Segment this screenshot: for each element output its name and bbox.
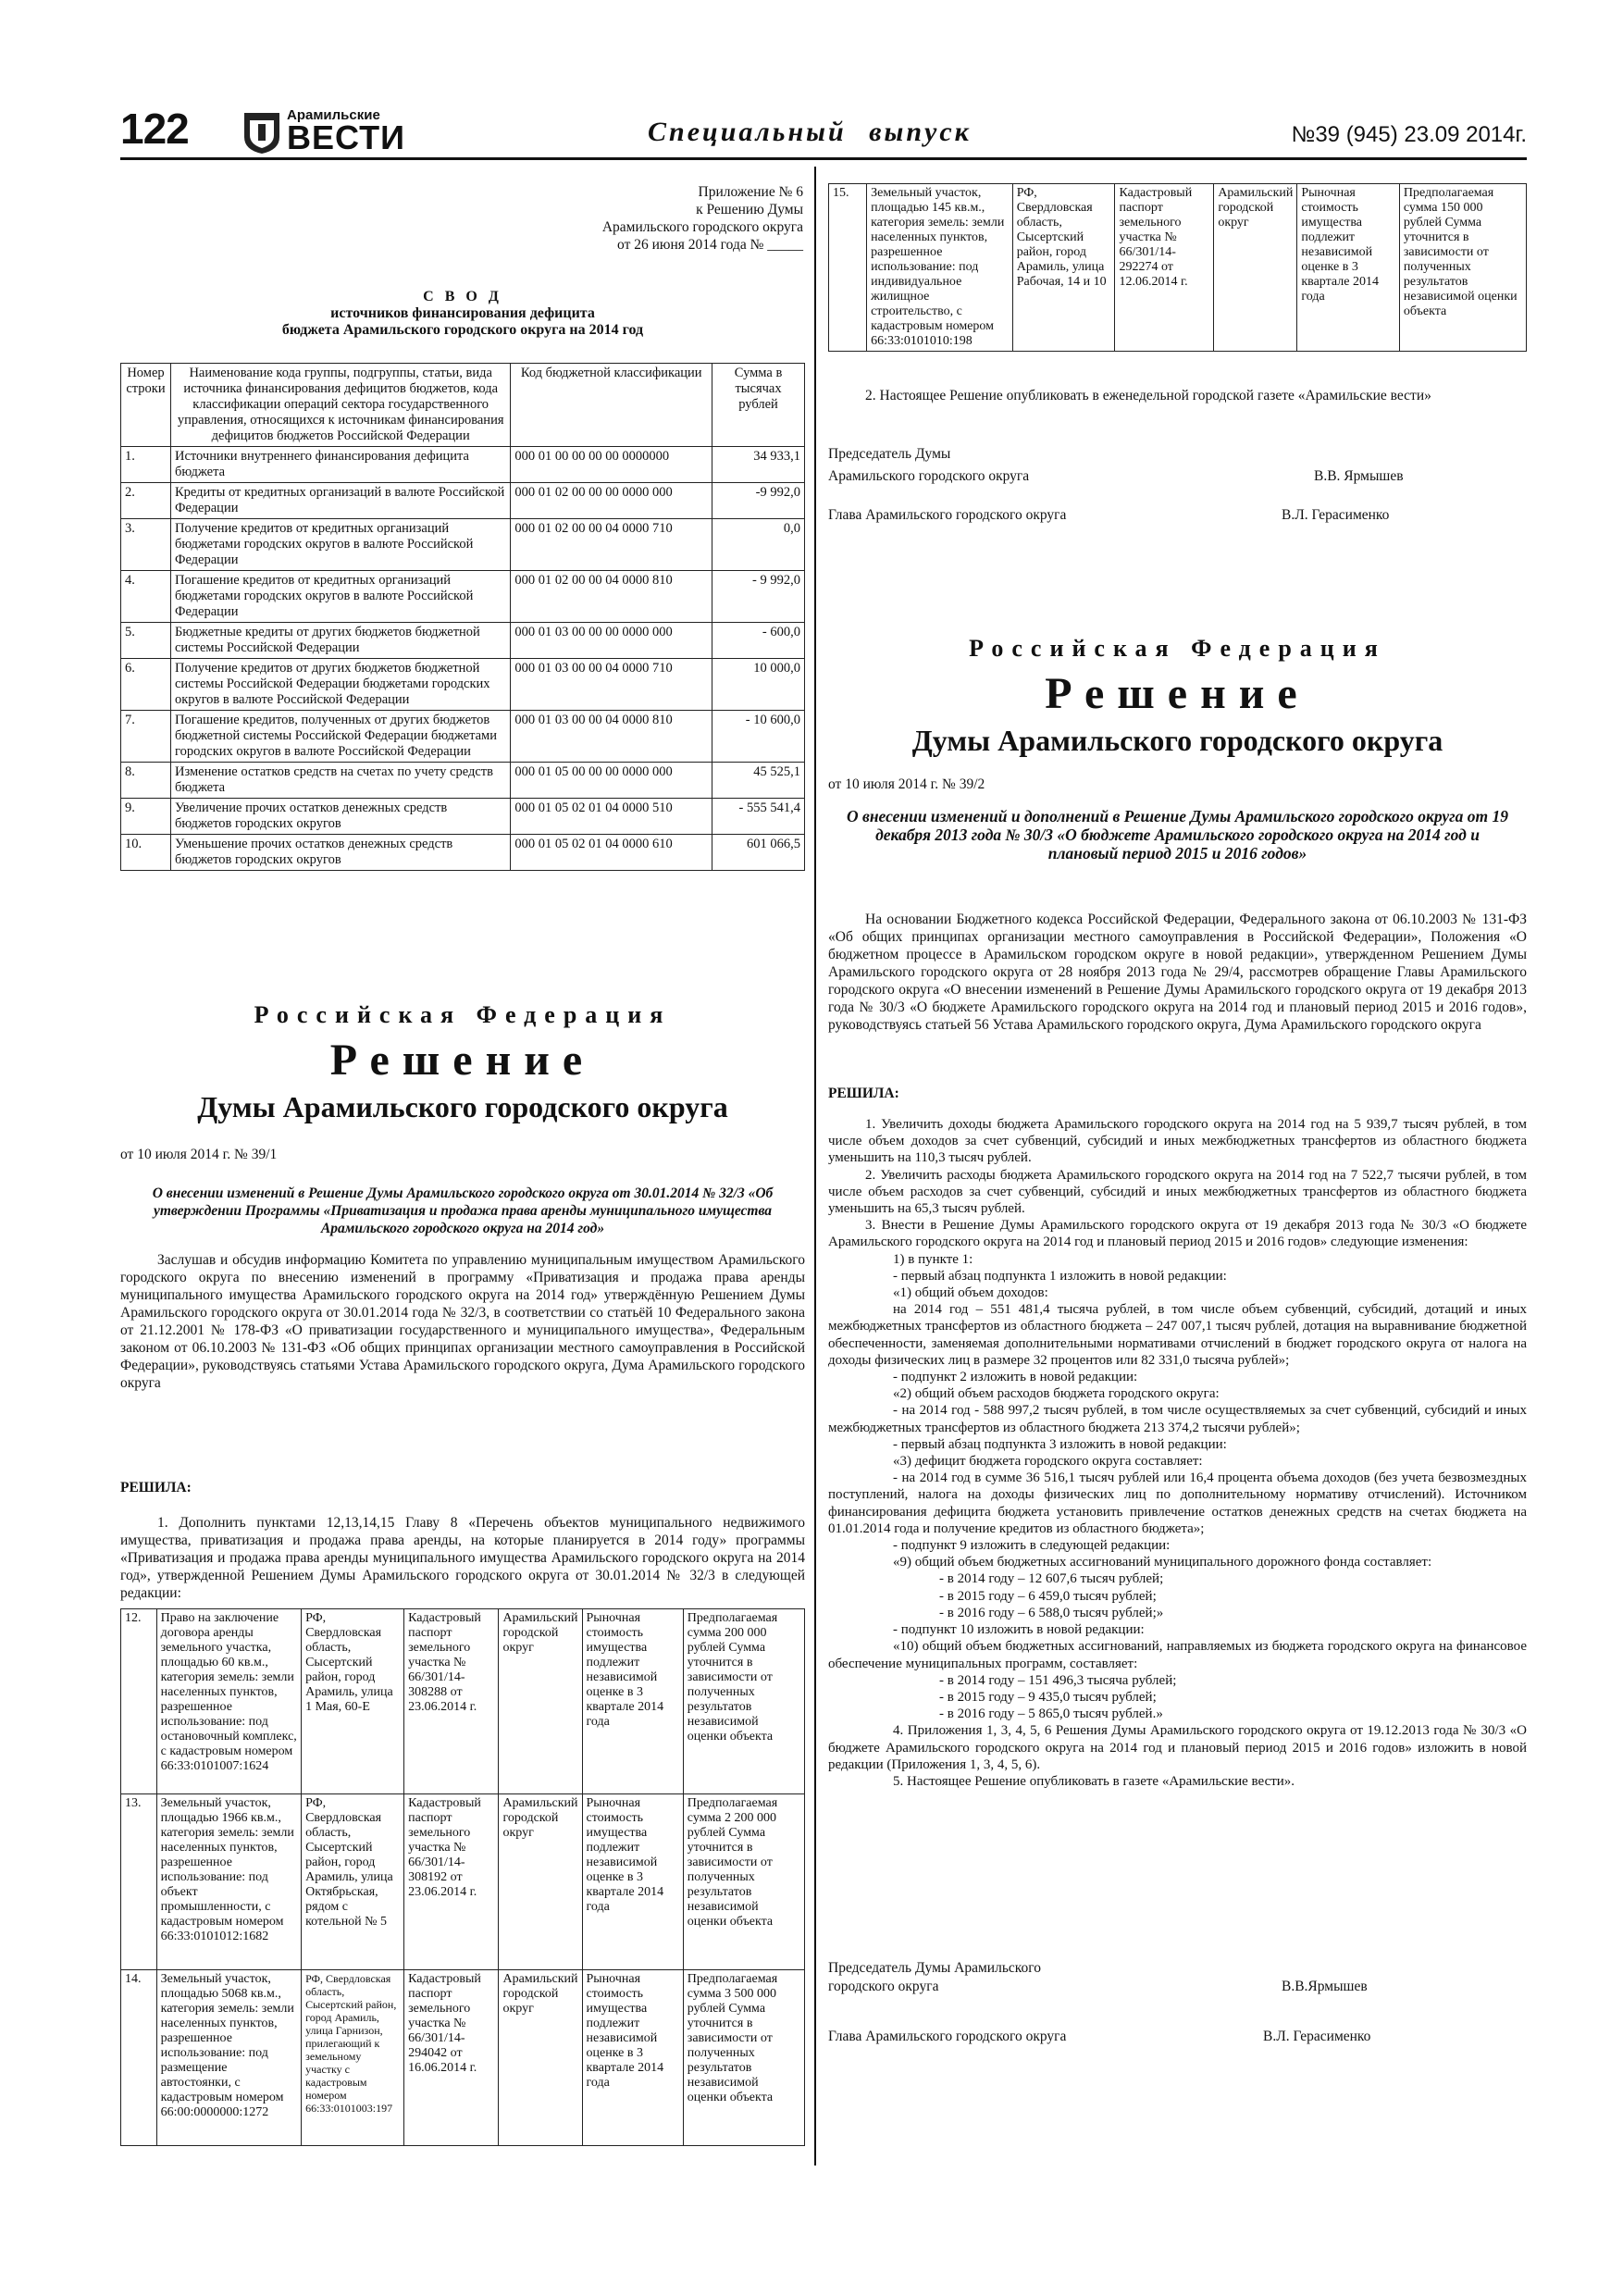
- table-row: [121, 1609, 805, 1794]
- row-sum: 34 933,1: [712, 447, 805, 483]
- decision1-date: от 10 июля 2014 г. № 39/1: [120, 1147, 278, 1162]
- object-description: Право на заключение договора аренды земельного участка, площадью 60 кв.м., категория земель: земли населенных пунктов, разрешенное использование: под остановочный комплекс, с кадастровым номером 66:33:0101007:1624: [156, 1609, 301, 1794]
- table-row: [121, 447, 805, 483]
- row-name: Погашение кредитов от кредитных организаций бюджетами городских округов в валюте Российской Федерации: [170, 571, 510, 623]
- signature-title: городского округа: [828, 1979, 939, 1994]
- row-code: 000 01 05 02 01 04 0000 510: [511, 799, 712, 835]
- row-name: Получение кредитов от других бюджетов бюджетной системы Российской Федерации бюджетами городских округов в валюте Российской Федерации: [170, 659, 510, 711]
- object-price: Предполагаемая сумма 200 000 рублей Сумма уточнится в зависимости от полученных результатов независимой оценки объекта: [683, 1609, 804, 1794]
- body-paragraph: - в 2014 году – 12 607,6 тысяч рублей;: [939, 1571, 1164, 1587]
- row-number: 9.: [121, 799, 171, 835]
- row-code: 000 01 02 00 00 04 0000 810: [511, 571, 712, 623]
- appendix-line: к Решению Думы: [696, 202, 803, 217]
- logo-small-text: Арамильские: [287, 107, 380, 123]
- row-number: 1.: [121, 447, 171, 483]
- row-number: 10.: [121, 835, 171, 871]
- decision2-federation: Российская Федерация: [969, 635, 1386, 662]
- body-paragraph: 1) в пункте 1:: [893, 1251, 973, 1267]
- row-number: 5.: [121, 623, 171, 659]
- table-header-row: [121, 364, 805, 447]
- body-paragraph: 4. Приложения 1, 3, 4, 5, 6 Решения Думы Арамильского городского округа от 19.12.2013 года № 30/3 «О бюджете Арамильского городского округа на 2014 год и плановый период 2015 и 2016 годов» изложить в новой редакции (Приложения 1, 3, 4, 5, 6).: [828, 1723, 1527, 1772]
- body-paragraph: «10) общий объем бюджетных ассигнований, направляемых из бюджета городского округа на финансовое обеспечение муниципальных программ, составляет:: [828, 1639, 1527, 1671]
- decision2-preamble: [828, 911, 1527, 1034]
- body-paragraph: 2. Увеличить расходы бюджета Арамильского городского округа на 2014 год на 7 522,7 тысячи рублей, в том числе объем расходов за счет субвенций, субсидий и иных межбюджетных трансфертов из областного бюджета уменьшить на 65,3 тысяч рублей.: [828, 1167, 1527, 1217]
- table-row: [121, 483, 805, 519]
- object-description: Земельный участок, площадью 1966 кв.м., категория земель: земли населенных пунктов, разрешенное использование: под объект промышленности, с кадастровым номером 66:33:0101012:1682: [156, 1794, 301, 1970]
- object-price: Предполагаемая сумма 3 500 000 рублей Сумма уточнится в зависимости от полученных результатов независимой оценки объекта: [683, 1970, 804, 2146]
- appendix-line: Приложение № 6: [698, 184, 803, 200]
- appendix-line: Арамильского городского округа: [601, 219, 803, 235]
- table-row: [121, 763, 805, 799]
- body-paragraph: «3) дефицит бюджета городского округа составляет:: [893, 1454, 1203, 1470]
- masthead-rule: [120, 157, 1527, 160]
- object-description: Земельный участок, площадью 145 кв.м., категория земель: земли населенных пунктов, разрешенное использование: под индивидуальное жилищное строительство, с кадастровым номером 66:33:0101010:198: [867, 184, 1013, 352]
- object-owner: Арамильский городской округ: [499, 1794, 582, 1970]
- body-paragraph: - в 2014 году – 151 496,3 тысяча рублей;: [939, 1672, 1177, 1688]
- body-paragraph: - в 2016 году – 6 588,0 тысяч рублей;»: [939, 1605, 1164, 1620]
- decision2-body: [828, 1116, 1527, 1790]
- object-address: РФ, Свердловская область, Сысертский район, город Арамиль, улица Рабочая, 14 и 10: [1012, 184, 1115, 352]
- object-valuation: Рыночная стоимость имущества подлежит независимой оценке в 3 квартале 2014 года: [1297, 184, 1399, 352]
- table-row: [121, 1970, 805, 2146]
- row-sum: 601 066,5: [712, 835, 805, 871]
- decision2-duma: Думы Арамильского городского округа: [911, 724, 1443, 757]
- row-code: 000 01 03 00 00 04 0000 710: [511, 659, 712, 711]
- object-valuation: Рыночная стоимость имущества подлежит независимой оценке в 3 квартале 2014 года: [582, 1970, 683, 2146]
- body-paragraph: - в 2016 году – 5 865,0 тысяч рублей.»: [939, 1706, 1163, 1722]
- object-price: Предполагаемая сумма 150 000 рублей Сумма уточнится в зависимости от полученных результатов независимой оценки объекта: [1399, 184, 1526, 352]
- body-paragraph: - в 2015 году – 9 435,0 тысяч рублей;: [939, 1689, 1157, 1705]
- row-number: 7.: [121, 711, 171, 763]
- decision1-title: Решение: [329, 1036, 596, 1085]
- row-sum: - 10 600,0: [712, 711, 805, 763]
- issue-title: Специальный выпуск: [648, 117, 972, 147]
- city-emblem-icon: [241, 109, 283, 155]
- column-header: Код бюджетной классификации: [511, 364, 712, 447]
- row-sum: 10 000,0: [712, 659, 805, 711]
- body-paragraph: - в 2015 году – 6 459,0 тысяч рублей;: [939, 1588, 1157, 1604]
- body-paragraph: - подпункт 9 изложить в следующей редакции:: [893, 1538, 1171, 1554]
- row-code: 000 01 05 02 01 04 0000 610: [511, 835, 712, 871]
- object-number: 15.: [829, 184, 867, 352]
- objects-table-continued: [828, 183, 1527, 352]
- svod-heading: [120, 289, 805, 339]
- issue-number: №39 (945) 23.09 2014г.: [1291, 122, 1527, 147]
- body-paragraph: «1) общий объем доходов:: [893, 1285, 1048, 1301]
- body-paragraph: «9) общий объем бюджетных ассигнований муниципального дорожного фонда составляет:: [893, 1555, 1432, 1570]
- svod-table: [120, 363, 805, 871]
- signature-title: Глава Арамильского городского округа: [828, 2029, 1067, 2044]
- object-number: 12.: [121, 1609, 157, 1794]
- row-name: Источники внутреннего финансирования дефицита бюджета: [170, 447, 510, 483]
- object-number: 14.: [121, 1970, 157, 2146]
- row-name: Кредиты от кредитных организаций в валюте Российской Федерации: [170, 483, 510, 519]
- decision2-date: от 10 июля 2014 г. № 39/2: [828, 776, 985, 792]
- decision2-subject: О внесении изменений и дополнений в Решение Думы Арамильского городского округа от 19 декабря 2013 года № 30/3 «О бюджете Арамильского городского округа на 2014 год и плановый период 2015 и 2016 годов»: [846, 807, 1509, 863]
- signature-title: Арамильского городского округа: [828, 468, 1030, 484]
- signature-name: В.В. Ярмышев: [1314, 468, 1404, 484]
- row-name: Бюджетные кредиты от других бюджетов бюджетной системы Российской Федерации: [170, 623, 510, 659]
- row-sum: 45 525,1: [712, 763, 805, 799]
- signature-title: Председатель Думы Арамильского: [828, 1960, 1041, 1976]
- column-header: Сумма в тысячах рублей: [712, 364, 805, 447]
- object-owner: Арамильский городской округ: [499, 1609, 582, 1794]
- table-row: [121, 519, 805, 571]
- object-address: РФ, Свердловская область, Сысертский район, город Арамиль, улица Гарнизон, прилегающий к земельному участку с кадастровым номером 66:33:0101003:197: [302, 1970, 404, 2146]
- table-row: [121, 659, 805, 711]
- table-row: [121, 623, 805, 659]
- decision1-resolved: РЕШИЛА:: [120, 1480, 192, 1496]
- row-sum: -9 992,0: [712, 483, 805, 519]
- body-paragraph: 5. Настоящее Решение опубликовать в газете «Арамильские вести».: [893, 1773, 1295, 1789]
- object-description: Земельный участок, площадью 5068 кв.м., категория земель: земли населенных пунктов, разрешенное использование: под размещение автостоянки, с кадастровым номером 66:00:0000000:1272: [156, 1970, 301, 2146]
- object-valuation: Рыночная стоимость имущества подлежит независимой оценке в 3 квартале 2014 года: [582, 1794, 683, 1970]
- table-row: [121, 799, 805, 835]
- column-header: Наименование кода группы, подгруппы, статьи, вида источника финансирования дефицитов бюджетов, кода классификации операций сектора государственного управления, относящихся к источникам финансирования дефицитов бюджетов Российской Федерации: [170, 364, 510, 447]
- table-row: [121, 1794, 805, 1970]
- signature-title: Глава Арамильского городского округа: [828, 507, 1067, 523]
- row-name: Уменьшение прочих остатков денежных средств бюджетов городских округов: [170, 835, 510, 871]
- page-number: 122: [120, 105, 189, 153]
- object-passport: Кадастровый паспорт земельного участка № 66/301/14-308288 от 23.06.2014 г.: [404, 1609, 499, 1794]
- row-name: Изменение остатков средств на счетах по учету средств бюджета: [170, 763, 510, 799]
- row-code: 000 01 05 00 00 00 0000 000: [511, 763, 712, 799]
- body-paragraph: на 2014 год – 551 481,4 тысяча рублей, в том числе объем субвенций, субсидий, дотаций и иных межбюджетных трансфертов из областного бюджета – 247 007,1 тысяч рублей, дотация на выравнивание бюджетной обеспеченности, заменяемая дополнительными нормативами отчислений в бюджет городского округа от налога на доходы физических лиц в размере 32 процентов или 82 331,0 тысяча рублей»;: [828, 1302, 1527, 1368]
- row-number: 6.: [121, 659, 171, 711]
- signature-title: Председатель Думы: [828, 446, 951, 462]
- row-code: 000 01 03 00 00 00 0000 000: [511, 623, 712, 659]
- signature-name: В.Л. Герасименко: [1282, 507, 1390, 523]
- decision1-subject: О внесении изменений в Решение Думы Арамильского городского округа от 30.01.2014 № 32/3 «Об утверждении Программы «Приватизация и продажа права аренды муниципального имущества Арамильского городского округа на 2014 год»: [152, 1185, 774, 1236]
- object-address: РФ, Свердловская область, Сысертский район, город Арамиль, улица 1 Мая, 60-Е: [302, 1609, 404, 1794]
- decision1-signatures: [828, 446, 1527, 539]
- row-name: Получение кредитов от кредитных организаций бюджетами городских округов в валюте Российской Федерации: [170, 519, 510, 571]
- item-paragraph: 2. Настоящее Решение опубликовать в еженедельной городской газете «Арамильские вести»: [865, 388, 1431, 403]
- decision1-item2: [828, 387, 1527, 404]
- row-number: 2.: [121, 483, 171, 519]
- body-paragraph: «2) общий объем расходов бюджета городского округа:: [893, 1386, 1220, 1402]
- row-name: Погашение кредитов, полученных от других бюджетов бюджетной системы Российской Федерации бюджетами городских округов в валюте Российской Федерации: [170, 711, 510, 763]
- body-paragraph: - подпункт 2 изложить в новой редакции:: [893, 1370, 1138, 1385]
- appendix-header: [518, 183, 803, 254]
- objects-table: [120, 1608, 805, 2146]
- row-name: Увеличение прочих остатков денежных средств бюджетов городских округов: [170, 799, 510, 835]
- body-paragraph: - на 2014 год в сумме 36 516,1 тысяч рублей или 16,4 процента объема доходов (без учета безвозмездных поступлений, налога на доходы физических лиц по дополнительному нормативу отчислений). Источником финансирования дефицита бюджета установить привлечение остатков денежных средств на счетах бюджета на 01.01.2014 года и получение кредитов из областного бюджета»;: [828, 1471, 1527, 1536]
- decision1-duma: Думы Арамильского городского округа: [197, 1090, 728, 1123]
- object-passport: Кадастровый паспорт земельного участка № 66/301/14-308192 от 23.06.2014 г.: [404, 1794, 499, 1970]
- column-divider: [814, 167, 816, 2166]
- body-paragraph: - на 2014 год - 588 997,2 тысяч рублей, в том числе осуществляемых за счет субвенций, субсидий и иных межбюджетных трансфертов из областного бюджета 213 374,2 тысячи рублей»;: [828, 1403, 1527, 1435]
- signature-name: В.В.Ярмышев: [1282, 1979, 1368, 1994]
- row-sum: 0,0: [712, 519, 805, 571]
- body-paragraph: - подпункт 10 изложить в новой редакции:: [893, 1622, 1145, 1638]
- masthead: [120, 104, 1527, 159]
- signature-name: В.Л. Герасименко: [1263, 2029, 1371, 2044]
- table-row: [121, 835, 805, 871]
- table-row: [121, 711, 805, 763]
- logo-big-text: ВЕСТИ: [287, 118, 405, 156]
- object-valuation: Рыночная стоимость имущества подлежит независимой оценке в 3 квартале 2014 года: [582, 1609, 683, 1794]
- object-passport: Кадастровый паспорт земельного участка № 66/301/14-294042 от 16.06.2014 г.: [404, 1970, 499, 2146]
- row-code: 000 01 03 00 00 04 0000 810: [511, 711, 712, 763]
- preamble-paragraph: На основании Бюджетного кодекса Российской Федерации, Федерального закона от 06.10.2003 № 131-ФЗ «Об общих принципах организации местного самоуправления в Российской Федерации», Положения «О бюджетном процессе в Арамильском городском округе в новой редакции», утвержденном Решением Думы Арамильского городского округа от 28 ноября 2013 года № 29/4, рассмотрев обращение Главы Арамильского городского округа «О внесении изменений в Решение Думы Арамильского городского округа от 19 декабря 2013 года № 30/3 «О бюджете Арамильского городского округа на 2014 год и плановый период 2015 и 2016 годов», руководствуясь статьей 56 Устава Арамильского городского округа, Дума Арамильского городского округа: [828, 912, 1527, 1033]
- row-code: 000 01 00 00 00 00 0000000: [511, 447, 712, 483]
- appendix-line: от 26 июня 2014 года № _____: [617, 237, 803, 253]
- body-paragraph: - первый абзац подпункта 1 изложить в новой редакции:: [893, 1268, 1227, 1284]
- row-number: 4.: [121, 571, 171, 623]
- object-address: РФ, Свердловская область, Сысертский район, город Арамиль, улица Октябрьская, рядом с котельной № 5: [302, 1794, 404, 1970]
- row-code: 000 01 02 00 00 00 0000 000: [511, 483, 712, 519]
- item-paragraph: 1. Дополнить пунктами 12,13,14,15 Главу 8 «Перечень объектов муниципального недвижимого имущества, приватизация и продажа права аренды, на которые планируется в 2014 году» программы «Приватизация и продажа права аренды муниципального имущества Арамильского городского округа на 2014 год», утвержденной Решением Думы Арамильского городского округа от 30.01.2014 № 32/3 в следующей редакции:: [120, 1515, 805, 1601]
- svod-title: С В О Д: [423, 289, 502, 304]
- row-number: 3.: [121, 519, 171, 571]
- body-paragraph: - первый абзац подпункта 3 изложить в новой редакции:: [893, 1436, 1227, 1452]
- table-row: [829, 184, 1527, 352]
- object-passport: Кадастровый паспорт земельного участка № 66/301/14-292274 от 12.06.2014 г.: [1115, 184, 1214, 352]
- row-number: 8.: [121, 763, 171, 799]
- preamble-paragraph: Заслушав и обсудив информацию Комитета по управлению муниципальным имуществом Арамильского городского округа по внесению изменений в программу «Приватизация и продажа права аренды муниципального имущества Арамильского городского округа на 2014 год» утверждённую Решением Думы Арамильского городского округа от 30.01.2014 года № 32/3, в соответствии со статьёй 10 Федерального закона от 21.12.2001 № 178-ФЗ «О приватизации государственного и муниципального имущества», Федеральным законом от 06.10.2003 № 131-ФЗ «Об общих принципах организации местного самоуправления в Российской Федерации», руководствуясь статьями Устава Арамильского городского округа, Дума Арамильского городского округа: [120, 1252, 805, 1391]
- row-code: 000 01 02 00 00 04 0000 710: [511, 519, 712, 571]
- body-paragraph: 1. Увеличить доходы бюджета Арамильского городского округа на 2014 год на 5 939,7 тысяч рублей, в том числе объем доходов за счет субвенций, субсидий и иных межбюджетных трансфертов из областного бюджета уменьшить на 110,3 тысяч рублей.: [828, 1117, 1527, 1166]
- table-row: [121, 571, 805, 623]
- object-owner: Арамильский городской округ: [499, 1970, 582, 2146]
- row-sum: - 555 541,4: [712, 799, 805, 835]
- svod-subtitle: источников финансирования дефицита: [330, 305, 595, 321]
- decision2-resolved: РЕШИЛА:: [828, 1086, 899, 1101]
- object-price: Предполагаемая сумма 2 200 000 рублей Сумма уточнится в зависимости от полученных результатов независимой оценки объекта: [683, 1794, 804, 1970]
- object-number: 13.: [121, 1794, 157, 1970]
- row-sum: - 600,0: [712, 623, 805, 659]
- object-owner: Арамильский городской округ: [1214, 184, 1297, 352]
- svod-subtitle: бюджета Арамильского городского округа на 2014 год: [281, 322, 644, 338]
- row-sum: - 9 992,0: [712, 571, 805, 623]
- decision1-federation: Российская Федерация: [254, 1001, 672, 1028]
- decision1-item1: [120, 1514, 805, 1602]
- decision2-signatures: [828, 1960, 1527, 2053]
- body-paragraph: 3. Внести в Решение Думы Арамильского городского округа от 19 декабря 2013 года № 30/3 «О бюджете Арамильского городского округа на 2014 год и плановый период 2015 и 2016 годов» следующие изменения:: [828, 1218, 1527, 1250]
- column-header: Номер строки: [121, 364, 171, 447]
- decision2-title: Решение: [1045, 669, 1310, 718]
- decision1-preamble: [120, 1251, 805, 1392]
